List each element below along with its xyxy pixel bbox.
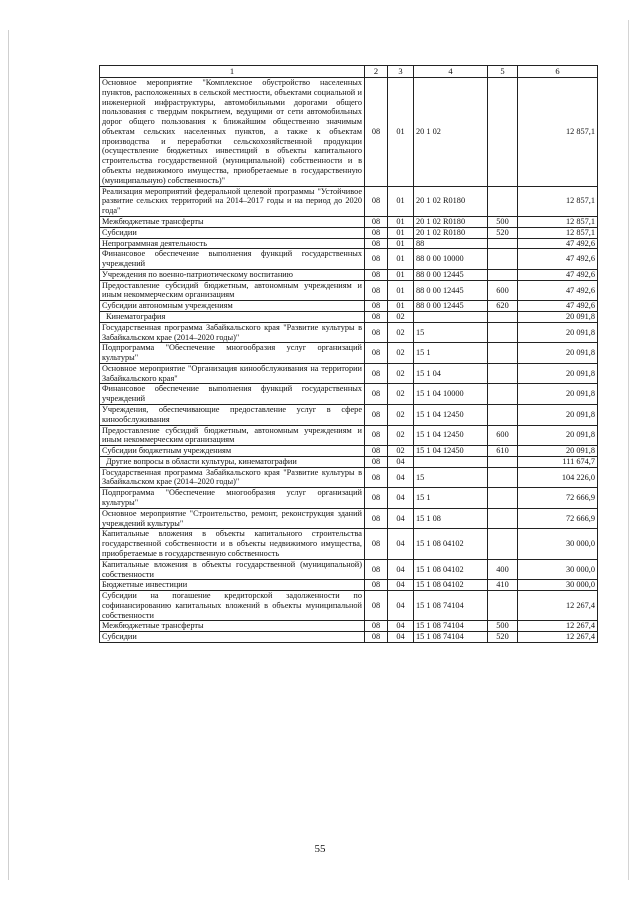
row-subsection-cell: 01 — [388, 269, 414, 280]
row-name-cell: Субсидии автономным учреждениям — [100, 301, 365, 312]
row-expense-type-cell — [488, 269, 518, 280]
row-section-cell: 08 — [365, 508, 388, 529]
table-row — [100, 269, 598, 280]
row-name-cell: Межбюджетные трансферты — [100, 216, 365, 227]
table-row — [100, 508, 598, 529]
row-subsection-cell: 01 — [388, 301, 414, 312]
row-expense-type-cell: 600 — [488, 425, 518, 446]
row-amount-cell: 20 091,8 — [518, 311, 598, 322]
row-section-cell: 08 — [365, 621, 388, 632]
row-target-article-cell: 15 1 08 74104 — [414, 621, 488, 632]
row-section-cell: 08 — [365, 280, 388, 301]
header-col-6: 6 — [518, 66, 598, 78]
table-row — [100, 446, 598, 457]
header-col-3: 3 — [388, 66, 414, 78]
row-target-article-cell: 88 0 00 12445 — [414, 269, 488, 280]
row-expense-type-cell — [488, 343, 518, 364]
row-amount-cell: 30 000,0 — [518, 580, 598, 591]
table-row — [100, 311, 598, 322]
row-name-cell: Субсидии — [100, 632, 365, 643]
row-target-article-cell — [414, 311, 488, 322]
row-subsection-cell: 01 — [388, 186, 414, 216]
row-name-cell: Учреждения по военно-патриотическому воспитанию — [100, 269, 365, 280]
row-expense-type-cell — [488, 322, 518, 343]
row-expense-type-cell: 620 — [488, 301, 518, 312]
table-row — [100, 363, 598, 384]
row-name-cell: Непрограммная деятельность — [100, 238, 365, 249]
table-row — [100, 488, 598, 509]
table-row — [100, 425, 598, 446]
row-subsection-cell: 02 — [388, 311, 414, 322]
row-section-cell: 08 — [365, 456, 388, 467]
row-name-cell: Учреждения, обеспечивающие предоставление услуг в сфере кинообслуживания — [100, 405, 365, 426]
row-name-cell: Основное мероприятие "Организация кинообслуживания на территории Забайкальского края" — [100, 363, 365, 384]
row-name-cell: Капитальные вложения в объекты государственной (муниципальной) собственности — [100, 559, 365, 580]
row-target-article-cell: 15 — [414, 322, 488, 343]
row-name-cell: Подпрограмма "Обеспечение многообразия услуг организаций культуры" — [100, 343, 365, 364]
row-expense-type-cell — [488, 78, 518, 187]
row-amount-cell: 47 492,6 — [518, 280, 598, 301]
row-target-article-cell: 20 1 02 R0180 — [414, 186, 488, 216]
row-expense-type-cell — [488, 488, 518, 509]
row-name-cell: Бюджетные инвестиции — [100, 580, 365, 591]
row-amount-cell: 30 000,0 — [518, 529, 598, 559]
row-expense-type-cell — [488, 591, 518, 621]
row-target-article-cell: 20 1 02 — [414, 78, 488, 187]
row-subsection-cell: 02 — [388, 322, 414, 343]
row-name-cell: Субсидии бюджетным учреждениям — [100, 446, 365, 457]
row-subsection-cell: 01 — [388, 216, 414, 227]
row-name-cell: Межбюджетные трансферты — [100, 621, 365, 632]
row-subsection-cell: 01 — [388, 78, 414, 187]
row-name-cell: Субсидии — [100, 227, 365, 238]
table-row — [100, 216, 598, 227]
table-row — [100, 238, 598, 249]
row-target-article-cell: 15 — [414, 467, 488, 488]
row-target-article-cell: 15 1 04 12450 — [414, 425, 488, 446]
row-name-cell: Финансовое обеспечение выполнения функций государственных учреждений — [100, 384, 365, 405]
row-amount-cell: 12 857,1 — [518, 227, 598, 238]
row-amount-cell: 111 674,7 — [518, 456, 598, 467]
row-target-article-cell: 88 — [414, 238, 488, 249]
table-row — [100, 343, 598, 364]
table-row — [100, 632, 598, 643]
table-row — [100, 78, 598, 187]
row-amount-cell: 30 000,0 — [518, 559, 598, 580]
row-amount-cell: 72 666,9 — [518, 508, 598, 529]
row-subsection-cell: 04 — [388, 621, 414, 632]
row-amount-cell: 12 267,4 — [518, 591, 598, 621]
row-name-cell: Финансовое обеспечение выполнения функций государственных учреждений — [100, 249, 365, 270]
row-target-article-cell: 15 1 08 74104 — [414, 591, 488, 621]
table-row — [100, 467, 598, 488]
row-subsection-cell: 02 — [388, 363, 414, 384]
row-name-cell: Капитальные вложения в объекты капитального строительства государственной собственности и в объекты недвижимого имущества, приобретаемые в государственную собственность — [100, 529, 365, 559]
row-expense-type-cell — [488, 238, 518, 249]
row-target-article-cell: 15 1 08 74104 — [414, 632, 488, 643]
row-subsection-cell: 01 — [388, 238, 414, 249]
row-target-article-cell: 15 1 08 04102 — [414, 559, 488, 580]
row-expense-type-cell — [488, 363, 518, 384]
row-expense-type-cell — [488, 467, 518, 488]
row-expense-type-cell — [488, 311, 518, 322]
row-amount-cell: 47 492,6 — [518, 249, 598, 270]
row-expense-type-cell — [488, 249, 518, 270]
page-number: 55 — [314, 843, 326, 855]
row-target-article-cell — [414, 456, 488, 467]
row-amount-cell: 47 492,6 — [518, 269, 598, 280]
row-target-article-cell: 20 1 02 R0180 — [414, 227, 488, 238]
row-name-cell: Подпрограмма "Обеспечение многообразия услуг организаций культуры" — [100, 488, 365, 509]
row-expense-type-cell — [488, 405, 518, 426]
row-section-cell: 08 — [365, 446, 388, 457]
row-subsection-cell: 01 — [388, 249, 414, 270]
scan-edge-right — [628, 20, 629, 880]
row-expense-type-cell: 410 — [488, 580, 518, 591]
row-name-cell: Предоставление субсидий бюджетным, автономным учреждениям и иным некоммерческим организациям — [100, 425, 365, 446]
row-section-cell: 08 — [365, 186, 388, 216]
table-row — [100, 384, 598, 405]
table-row — [100, 227, 598, 238]
table-row — [100, 591, 598, 621]
table-row — [100, 280, 598, 301]
row-name-cell: Основное мероприятие "Строительство, ремонт, реконструкция зданий учреждений культуры" — [100, 508, 365, 529]
table-row — [100, 249, 598, 270]
row-amount-cell: 20 091,8 — [518, 446, 598, 457]
row-section-cell: 08 — [365, 322, 388, 343]
row-section-cell: 08 — [365, 632, 388, 643]
row-name-cell: Основное мероприятие "Комплексное обустройство населенных пунктов, расположенных в сельской местности, объектами социальной и инженерной инфраструктуры, автомобильными дорогами общего пользования с твердым покрытием, ведущими от сети автомобильных дорог общего пользования к ближайшим общественно значимым объектам сельских населенных пунктов, а также к объектам производства и переработки сельскохозяйственной продукции (осуществление бюджетных инвестиций в объекты капитального строительства государственной (муниципальной) собственности и в объекты недвижимого имущества, приобретаемые в государственную (муниципальную) собственность)" — [100, 78, 365, 187]
row-expense-type-cell: 610 — [488, 446, 518, 457]
row-expense-type-cell: 520 — [488, 227, 518, 238]
header-col-1: 1 — [100, 66, 365, 78]
row-name-cell: Кинематография — [100, 311, 365, 322]
row-amount-cell: 104 226,0 — [518, 467, 598, 488]
row-section-cell: 08 — [365, 591, 388, 621]
row-section-cell: 08 — [365, 269, 388, 280]
row-amount-cell: 12 267,4 — [518, 621, 598, 632]
row-amount-cell: 12 857,1 — [518, 186, 598, 216]
row-amount-cell: 12 857,1 — [518, 78, 598, 187]
row-name-cell: Другие вопросы в области культуры, кинематографии — [100, 456, 365, 467]
row-section-cell: 08 — [365, 301, 388, 312]
row-target-article-cell: 15 1 04 10000 — [414, 384, 488, 405]
row-section-cell: 08 — [365, 559, 388, 580]
row-subsection-cell: 04 — [388, 456, 414, 467]
row-subsection-cell: 04 — [388, 467, 414, 488]
row-name-cell: Государственная программа Забайкальского края "Развитие культуры в Забайкальском крае (2014–2020 годы)" — [100, 322, 365, 343]
row-target-article-cell: 20 1 02 R0180 — [414, 216, 488, 227]
table-row — [100, 559, 598, 580]
row-subsection-cell: 04 — [388, 591, 414, 621]
row-subsection-cell: 01 — [388, 280, 414, 301]
row-target-article-cell: 15 1 08 04102 — [414, 529, 488, 559]
row-subsection-cell: 04 — [388, 508, 414, 529]
row-expense-type-cell — [488, 456, 518, 467]
scan-edge-left — [8, 30, 9, 880]
row-subsection-cell: 02 — [388, 343, 414, 364]
table-row — [100, 405, 598, 426]
table-row — [100, 529, 598, 559]
row-subsection-cell: 04 — [388, 488, 414, 509]
header-col-5: 5 — [488, 66, 518, 78]
row-name-cell: Реализация мероприятий федеральной целевой программы "Устойчивое развитие сельских территорий на 2014–2017 годы и на период до 2020 года" — [100, 186, 365, 216]
table-row — [100, 301, 598, 312]
row-expense-type-cell: 500 — [488, 621, 518, 632]
row-subsection-cell: 04 — [388, 580, 414, 591]
row-subsection-cell: 02 — [388, 405, 414, 426]
row-subsection-cell: 01 — [388, 227, 414, 238]
row-section-cell: 08 — [365, 363, 388, 384]
row-section-cell: 08 — [365, 467, 388, 488]
row-expense-type-cell: 520 — [488, 632, 518, 643]
row-amount-cell: 12 267,4 — [518, 632, 598, 643]
row-section-cell: 08 — [365, 311, 388, 322]
row-name-cell: Предоставление субсидий бюджетным, автономным учреждениям и иным некоммерческим организациям — [100, 280, 365, 301]
budget-table — [99, 65, 598, 643]
row-name-cell: Субсидии на погашение кредиторской задолженности по софинансированию капитальных вложений в объекты муниципальной собственности — [100, 591, 365, 621]
row-subsection-cell: 04 — [388, 529, 414, 559]
row-target-article-cell: 15 1 — [414, 488, 488, 509]
row-target-article-cell: 15 1 04 12450 — [414, 405, 488, 426]
header-row — [100, 66, 598, 78]
row-expense-type-cell — [488, 186, 518, 216]
row-section-cell: 08 — [365, 227, 388, 238]
row-section-cell: 08 — [365, 488, 388, 509]
row-amount-cell: 47 492,6 — [518, 238, 598, 249]
row-target-article-cell: 15 1 04 — [414, 363, 488, 384]
row-subsection-cell: 02 — [388, 425, 414, 446]
row-section-cell: 08 — [365, 405, 388, 426]
row-subsection-cell: 04 — [388, 632, 414, 643]
table-row — [100, 580, 598, 591]
row-target-article-cell: 15 1 04 12450 — [414, 446, 488, 457]
row-name-cell: Государственная программа Забайкальского края "Развитие культуры в Забайкальском крае (2014–2020 годы)" — [100, 467, 365, 488]
row-target-article-cell: 88 0 00 12445 — [414, 301, 488, 312]
header-col-2: 2 — [365, 66, 388, 78]
row-expense-type-cell: 500 — [488, 216, 518, 227]
row-amount-cell: 72 666,9 — [518, 488, 598, 509]
row-section-cell: 08 — [365, 529, 388, 559]
row-subsection-cell: 02 — [388, 446, 414, 457]
row-section-cell: 08 — [365, 216, 388, 227]
row-section-cell: 08 — [365, 580, 388, 591]
row-amount-cell: 20 091,8 — [518, 425, 598, 446]
row-amount-cell: 20 091,8 — [518, 405, 598, 426]
row-amount-cell: 20 091,8 — [518, 363, 598, 384]
row-amount-cell: 20 091,8 — [518, 384, 598, 405]
row-subsection-cell: 02 — [388, 384, 414, 405]
row-expense-type-cell — [488, 384, 518, 405]
row-expense-type-cell — [488, 508, 518, 529]
row-target-article-cell: 88 0 00 10000 — [414, 249, 488, 270]
row-section-cell: 08 — [365, 249, 388, 270]
table-row — [100, 621, 598, 632]
row-expense-type-cell — [488, 529, 518, 559]
table-row — [100, 322, 598, 343]
row-expense-type-cell: 400 — [488, 559, 518, 580]
row-section-cell: 08 — [365, 238, 388, 249]
row-target-article-cell: 15 1 08 04102 — [414, 580, 488, 591]
table-row — [100, 456, 598, 467]
header-col-4: 4 — [414, 66, 488, 78]
row-amount-cell: 47 492,6 — [518, 301, 598, 312]
row-target-article-cell: 88 0 00 12445 — [414, 280, 488, 301]
row-section-cell: 08 — [365, 343, 388, 364]
row-target-article-cell: 15 1 08 — [414, 508, 488, 529]
row-section-cell: 08 — [365, 384, 388, 405]
row-amount-cell: 20 091,8 — [518, 343, 598, 364]
row-expense-type-cell: 600 — [488, 280, 518, 301]
row-target-article-cell: 15 1 — [414, 343, 488, 364]
row-amount-cell: 12 857,1 — [518, 216, 598, 227]
row-section-cell: 08 — [365, 425, 388, 446]
table-row — [100, 186, 598, 216]
row-amount-cell: 20 091,8 — [518, 322, 598, 343]
row-subsection-cell: 04 — [388, 559, 414, 580]
row-section-cell: 08 — [365, 78, 388, 187]
